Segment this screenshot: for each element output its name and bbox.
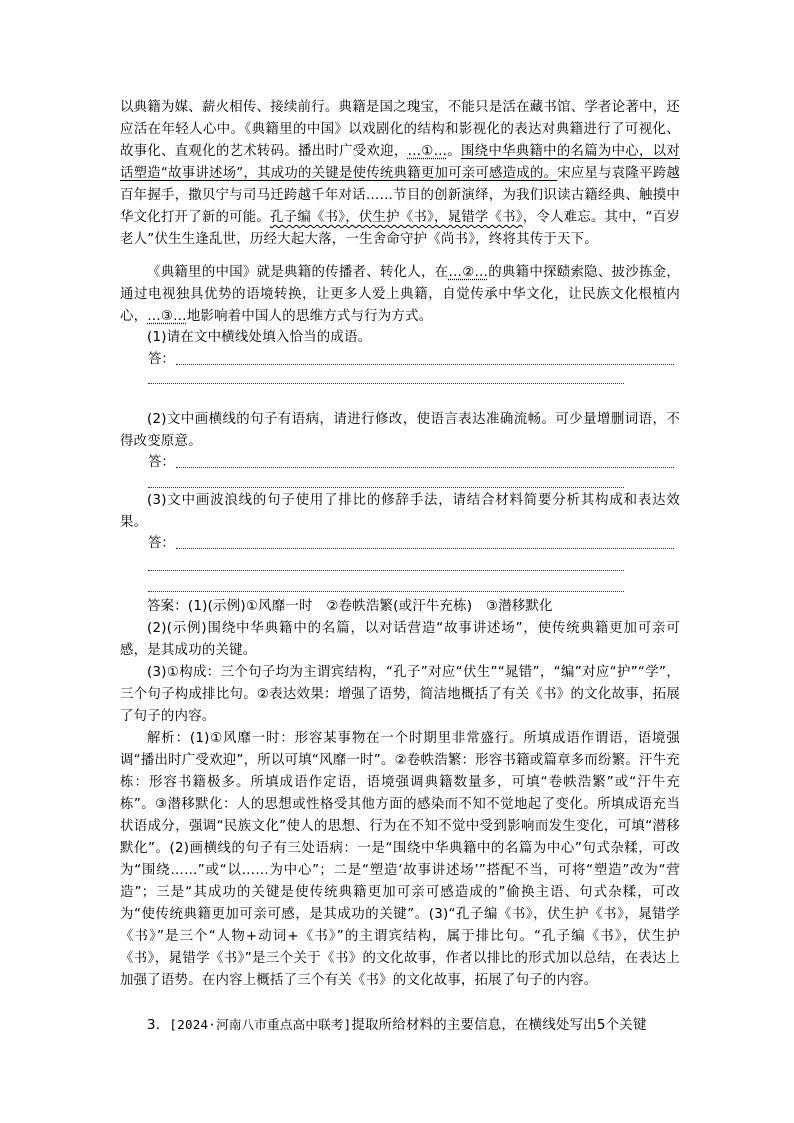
passage-text: 。: [447, 144, 461, 159]
question-1: (1)请在文中横线处填入恰当的成语。: [147, 330, 372, 345]
next-question: [120, 1014, 680, 1037]
answer-line[interactable]: [148, 383, 624, 384]
passage-text: ，令人难忘。其中，“百岁老人”伏生生逢乱世，历经大起大落，一生舍命守护《尚书》，终将其传于天下。: [120, 210, 680, 247]
answer-line[interactable]: [176, 364, 674, 365]
answer-label: 答：: [148, 352, 175, 367]
blank-1: …①…: [407, 144, 448, 159]
answer-line[interactable]: [148, 591, 624, 592]
passage-paragraph-1: [120, 97, 680, 251]
answer-line[interactable]: [176, 548, 674, 549]
blank-2: …②…: [448, 265, 489, 280]
passage-text: 地影响着中国人的思维方式与行为方式。: [186, 309, 433, 324]
underlined-sentence: 围绕中华典籍中的名篇为中心，以对话塑造“故事讲述场”，其成功的关键是使传统典籍更加可亲可感造成的。: [120, 144, 681, 181]
answer-label: 答：: [148, 536, 175, 551]
passage-paragraph-2: [120, 262, 680, 328]
answer-2: (2)(示例)围绕中华典籍中的名篇，以对话营造“故事讲述场”，使传统典籍更加可亲可感，是其成功的关键。: [120, 621, 680, 658]
analysis: 解析：(1)①风靡一时：形容某事物在一个时期里非常盛行。所填成语作谓语，语境强调“播出时广受欢迎”，所以可填“风靡一时”。②卷帙浩繁：形容书籍或篇章多而纷繁。汗牛充栋：形容书籍极多。所填成语作定语，语境强调典籍数量多，可填“卷帙浩繁”或“汗牛充栋”。③潜移默化：人的思想或性格受其他方面的感染而不知不觉地起了变化。所填成语充当状语成分，强调“民族文化”使人的思想、行为在不知不觉中受到影响而发生变化，可填“潜移默化”。(2)画横线的句子有三处语病：一是“围绕中华典籍中的名篇为中心”句式杂糅，可改为“围绕……”或“以……为中心”；二是“塑造‘故事讲述场’”搭配不当，可将“塑造”改为“营造”；三是“其成功的关键是使传统典籍更加可亲可感造成的”偷换主语、句式杂糅，可改为“使传统典籍更加可亲可感，是其成功的关键”。(3)“孔子编《书》，伏生护《书》，晁错学《书》”是三个“人物+动词+《书》”的主谓宾结构，属于排比句。“孔子编《书》，伏生护《书》，晁错学《书》”是三个关于《书》的文化故事，作者以排比的形式加以总结，在表达上加强了语势。在内容上概括了三个有关《书》的文化故事，拓展了句子的内容。: [120, 731, 680, 988]
passage-text: 以典籍为媒、薪火相传、接续前行。典籍是国之瑰宝，不能只是活在藏书馆、学者论著中，还应活在年轻人心中。《典籍里的中国》以戏剧化的结构和影视化的表达对典籍进行了可视化、故事化、直观化的艺术转码。播出时广受欢迎，: [120, 100, 680, 159]
question-text: 提取所给材料的主要信息，在横线处写出5个关键: [351, 1018, 647, 1033]
question-source: [2024·河南八市重点高中联考]: [169, 1017, 352, 1032]
question-2: (2)文中画横线的句子有语病，请进行修改，使语言表达准确流畅。可少量增删词语，不得改变原意。: [120, 412, 680, 449]
answer-line[interactable]: [176, 467, 674, 468]
passage-text: 《典籍里的中国》就是典籍的传播者、转化人，在: [147, 265, 449, 280]
question-number: 3．: [147, 1018, 170, 1033]
answer-line[interactable]: [148, 570, 624, 571]
answer-line[interactable]: [148, 487, 624, 488]
wavy-underlined-sentence: 孔子编《书》，伏生护《书》，晁错学《书》: [270, 210, 523, 225]
answer-3: (3)①构成：三个句子均为主谓宾结构，“孔子”对应“伏生”“晁错”，“编”对应“护”“学”，三个句子构成排比句。②表达效果：增强了语势，简洁地概括了有关《书》的文化故事，拓展了句子的内容。: [120, 665, 680, 724]
answer-1: 答案：(1)(示例)①风靡一时 ②卷帙浩繁(或汗牛充栋) ③潜移默化: [147, 599, 553, 614]
blank-3: …③…: [147, 309, 187, 324]
answer-label: 答：: [148, 455, 175, 470]
passage-text: 的典籍中探赜索隐、披沙拣金，通过电视独具优势的语境转换，让更多人爱上典籍，自觉传承中华文化，让民族文化根植内心，: [120, 265, 681, 324]
passage-text: 宋应星与袁隆平跨越百年握手，撒贝宁与司马迁跨越千年对话……节目的创新演绎，为我们识读古籍经典、触摸中华文化打开了新的可能。: [120, 166, 680, 225]
question-3: (3)文中画波浪线的句子使用了排比的修辞手法，请结合材料简要分析其构成和表达效果。: [120, 493, 680, 530]
